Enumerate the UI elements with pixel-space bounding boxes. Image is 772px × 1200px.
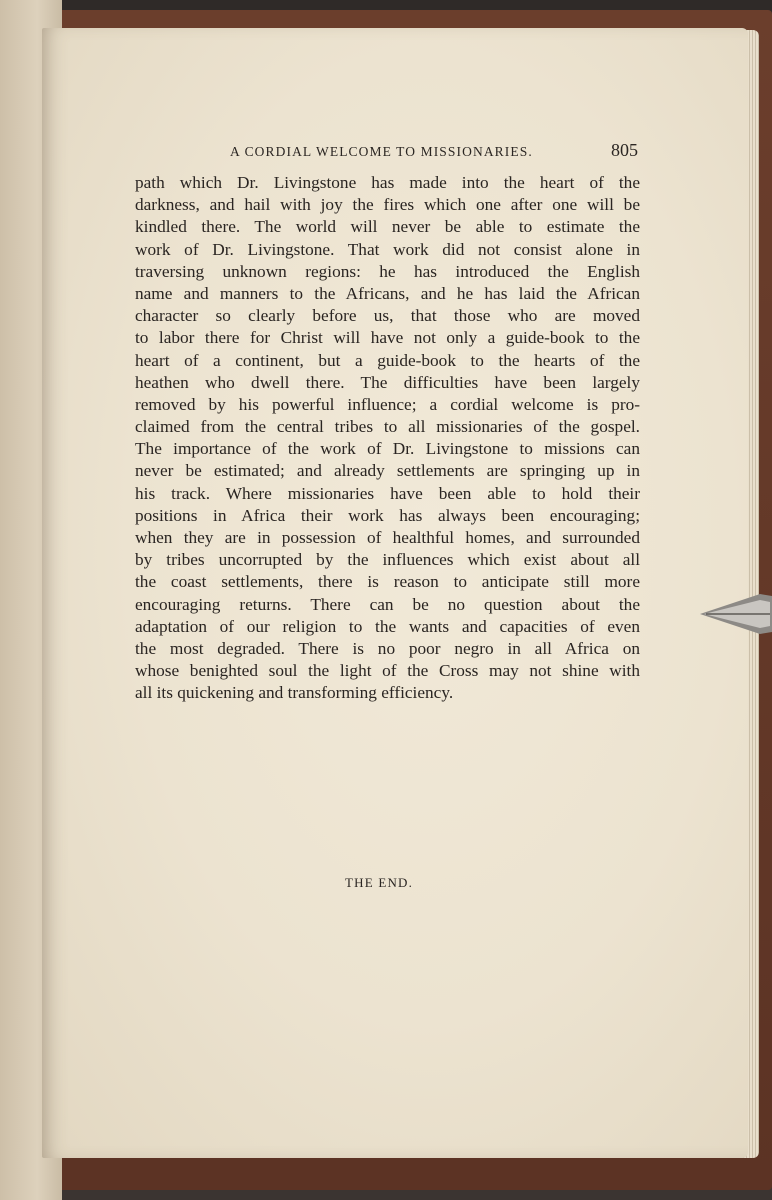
text-line: traversing unknown regions: he has introduced the English	[135, 261, 640, 281]
text-line: the coast settlements, there is reason to anticipate still more	[135, 572, 640, 592]
text-line: adaptation of our religion to the wants and capacities of even	[135, 616, 640, 636]
text-line: removed by his powerful influence; a cordial welcome is pro-	[135, 394, 640, 414]
text-line: work of Dr. Livingstone. That work did not consist alone in	[135, 239, 640, 259]
text-line: kindled there. The world will never be able to estimate the	[135, 217, 640, 237]
text-line: The importance of the work of Dr. Livingstone to missions can	[135, 439, 640, 459]
text-line: darkness, and hail with joy the fires which one after one will be	[135, 195, 640, 215]
text-line: never be estimated; and already settlements are springing up in	[135, 461, 640, 481]
text-line: heart of a continent, but a guide-book to the hearts of the	[135, 350, 640, 370]
text-line: his track. Where missionaries have been able to hold their	[135, 483, 640, 503]
text-line: whose benighted soul the light of the Cross may not shine with	[135, 661, 640, 681]
text-line: path which Dr. Livingstone has made into the heart of the	[135, 173, 640, 192]
text-line: all its quickening and transforming efficiency.	[135, 683, 454, 703]
text-line: encouraging returns. There can be no question about the	[135, 594, 640, 614]
text-line: the most degraded. There is no poor negro in all Africa on	[135, 638, 640, 658]
the-end: THE END.	[345, 875, 414, 890]
text-line: by tribes uncorrupted by the influences which exist about all	[135, 550, 640, 570]
text-line: claimed from the central tribes to all missionaries of the gospel.	[135, 417, 640, 437]
text-line: to labor there for Christ will have not only a guide-book to the	[135, 328, 640, 348]
body-text	[135, 172, 640, 705]
page-number: 805	[611, 140, 638, 160]
running-header	[135, 140, 640, 164]
text-line: positions in Africa their work has always been encouraging;	[135, 505, 640, 525]
text-line: heathen who dwell there. The difficulties have been largely	[135, 372, 640, 392]
text-line: name and manners to the Africans, and he has laid the African	[135, 283, 640, 303]
text-line: character so clearly before us, that those who are moved	[135, 306, 640, 326]
header-title: A CORDIAL WELCOME TO MISSIONARIES.	[230, 144, 533, 159]
metal-bookmark-icon	[700, 592, 772, 636]
text-line: when they are in possession of healthful homes, and surrounded	[135, 528, 640, 547]
